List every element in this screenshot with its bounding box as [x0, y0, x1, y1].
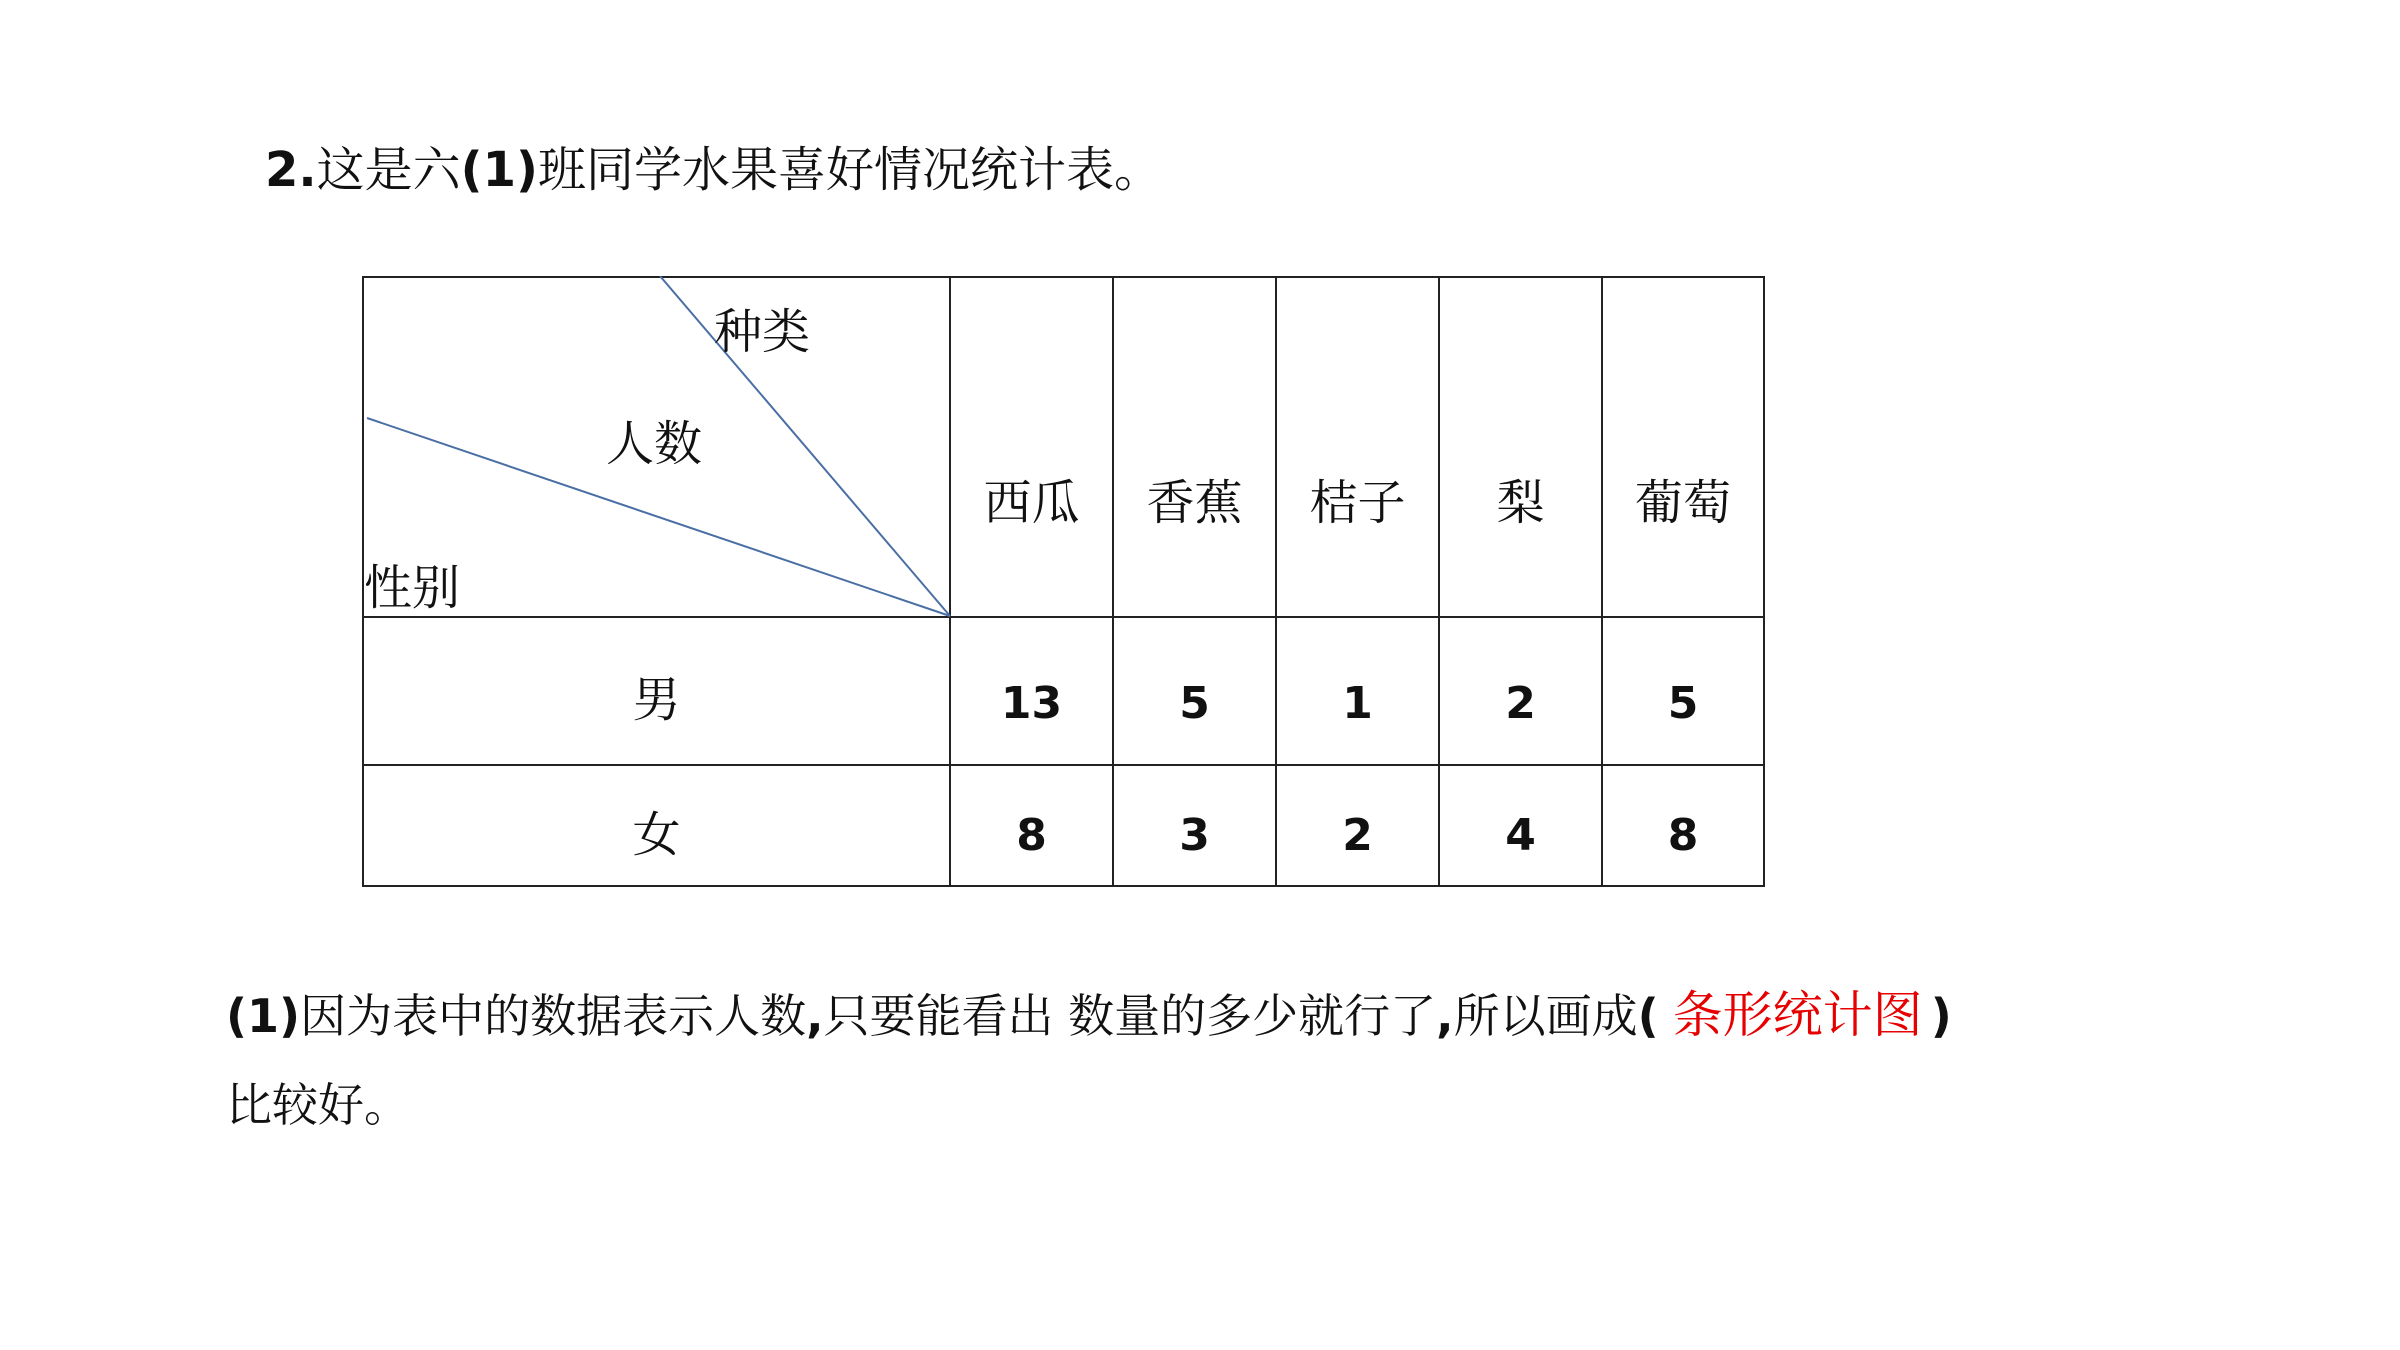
row-label-male: 男: [632, 671, 681, 728]
table-border-right: [1763, 276, 1765, 887]
question-title: [265, 140, 1162, 200]
cell-male-banana: 5: [1179, 677, 1210, 729]
cell-female-orange: 2: [1342, 810, 1373, 861]
question-1-prefix: (1): [226, 989, 301, 1043]
answer-close-paren: ): [1930, 989, 1952, 1043]
column-header-pear: 梨: [1496, 474, 1545, 531]
cell-female-grape: 8: [1667, 810, 1699, 861]
header-gender-label: 性别: [364, 560, 461, 616]
cell-female-watermelon: 8: [1016, 810, 1047, 861]
column-header-watermelon: 西瓜: [983, 474, 1080, 531]
question-1-line-2: 比较好。: [226, 1078, 410, 1132]
title-text-b: 班同学水果喜好情况统计表。: [537, 142, 1162, 198]
question-1-line-1: [226, 985, 1952, 1046]
header-category-label: 种类: [714, 304, 811, 360]
title-text-a: 这是六: [316, 142, 461, 198]
question-1-text-2: 只要能看出 数量的多少就行了: [823, 989, 1437, 1043]
column-header-banana: 香蕉: [1146, 474, 1243, 531]
answer-open-paren: (: [1637, 989, 1659, 1043]
cell-male-pear: 2: [1505, 677, 1536, 729]
cell-male-grape: 5: [1667, 677, 1699, 729]
cell-male-watermelon: 13: [1000, 677, 1063, 729]
fruit-preference-table: [362, 276, 1765, 887]
title-class-number: (1): [460, 142, 538, 198]
cell-female-banana: 3: [1179, 810, 1210, 861]
header-count-label: 人数: [606, 416, 703, 472]
question-1-comma: ,: [806, 989, 824, 1043]
cell-male-orange: 1: [1342, 677, 1373, 729]
question-number: 2.: [265, 142, 317, 198]
column-header-orange: 桔子: [1309, 474, 1406, 531]
cell-female-pear: 4: [1505, 810, 1536, 861]
question-1-text-3: 所以画成: [1453, 989, 1638, 1043]
row-label-female: 女: [632, 807, 681, 863]
question-1-comma: ,: [1436, 989, 1454, 1043]
column-header-grape: 葡萄: [1634, 474, 1731, 531]
question-1-text: 因为表中的数据表示人数: [300, 989, 807, 1043]
answer-text: 条形统计图: [1672, 986, 1923, 1044]
